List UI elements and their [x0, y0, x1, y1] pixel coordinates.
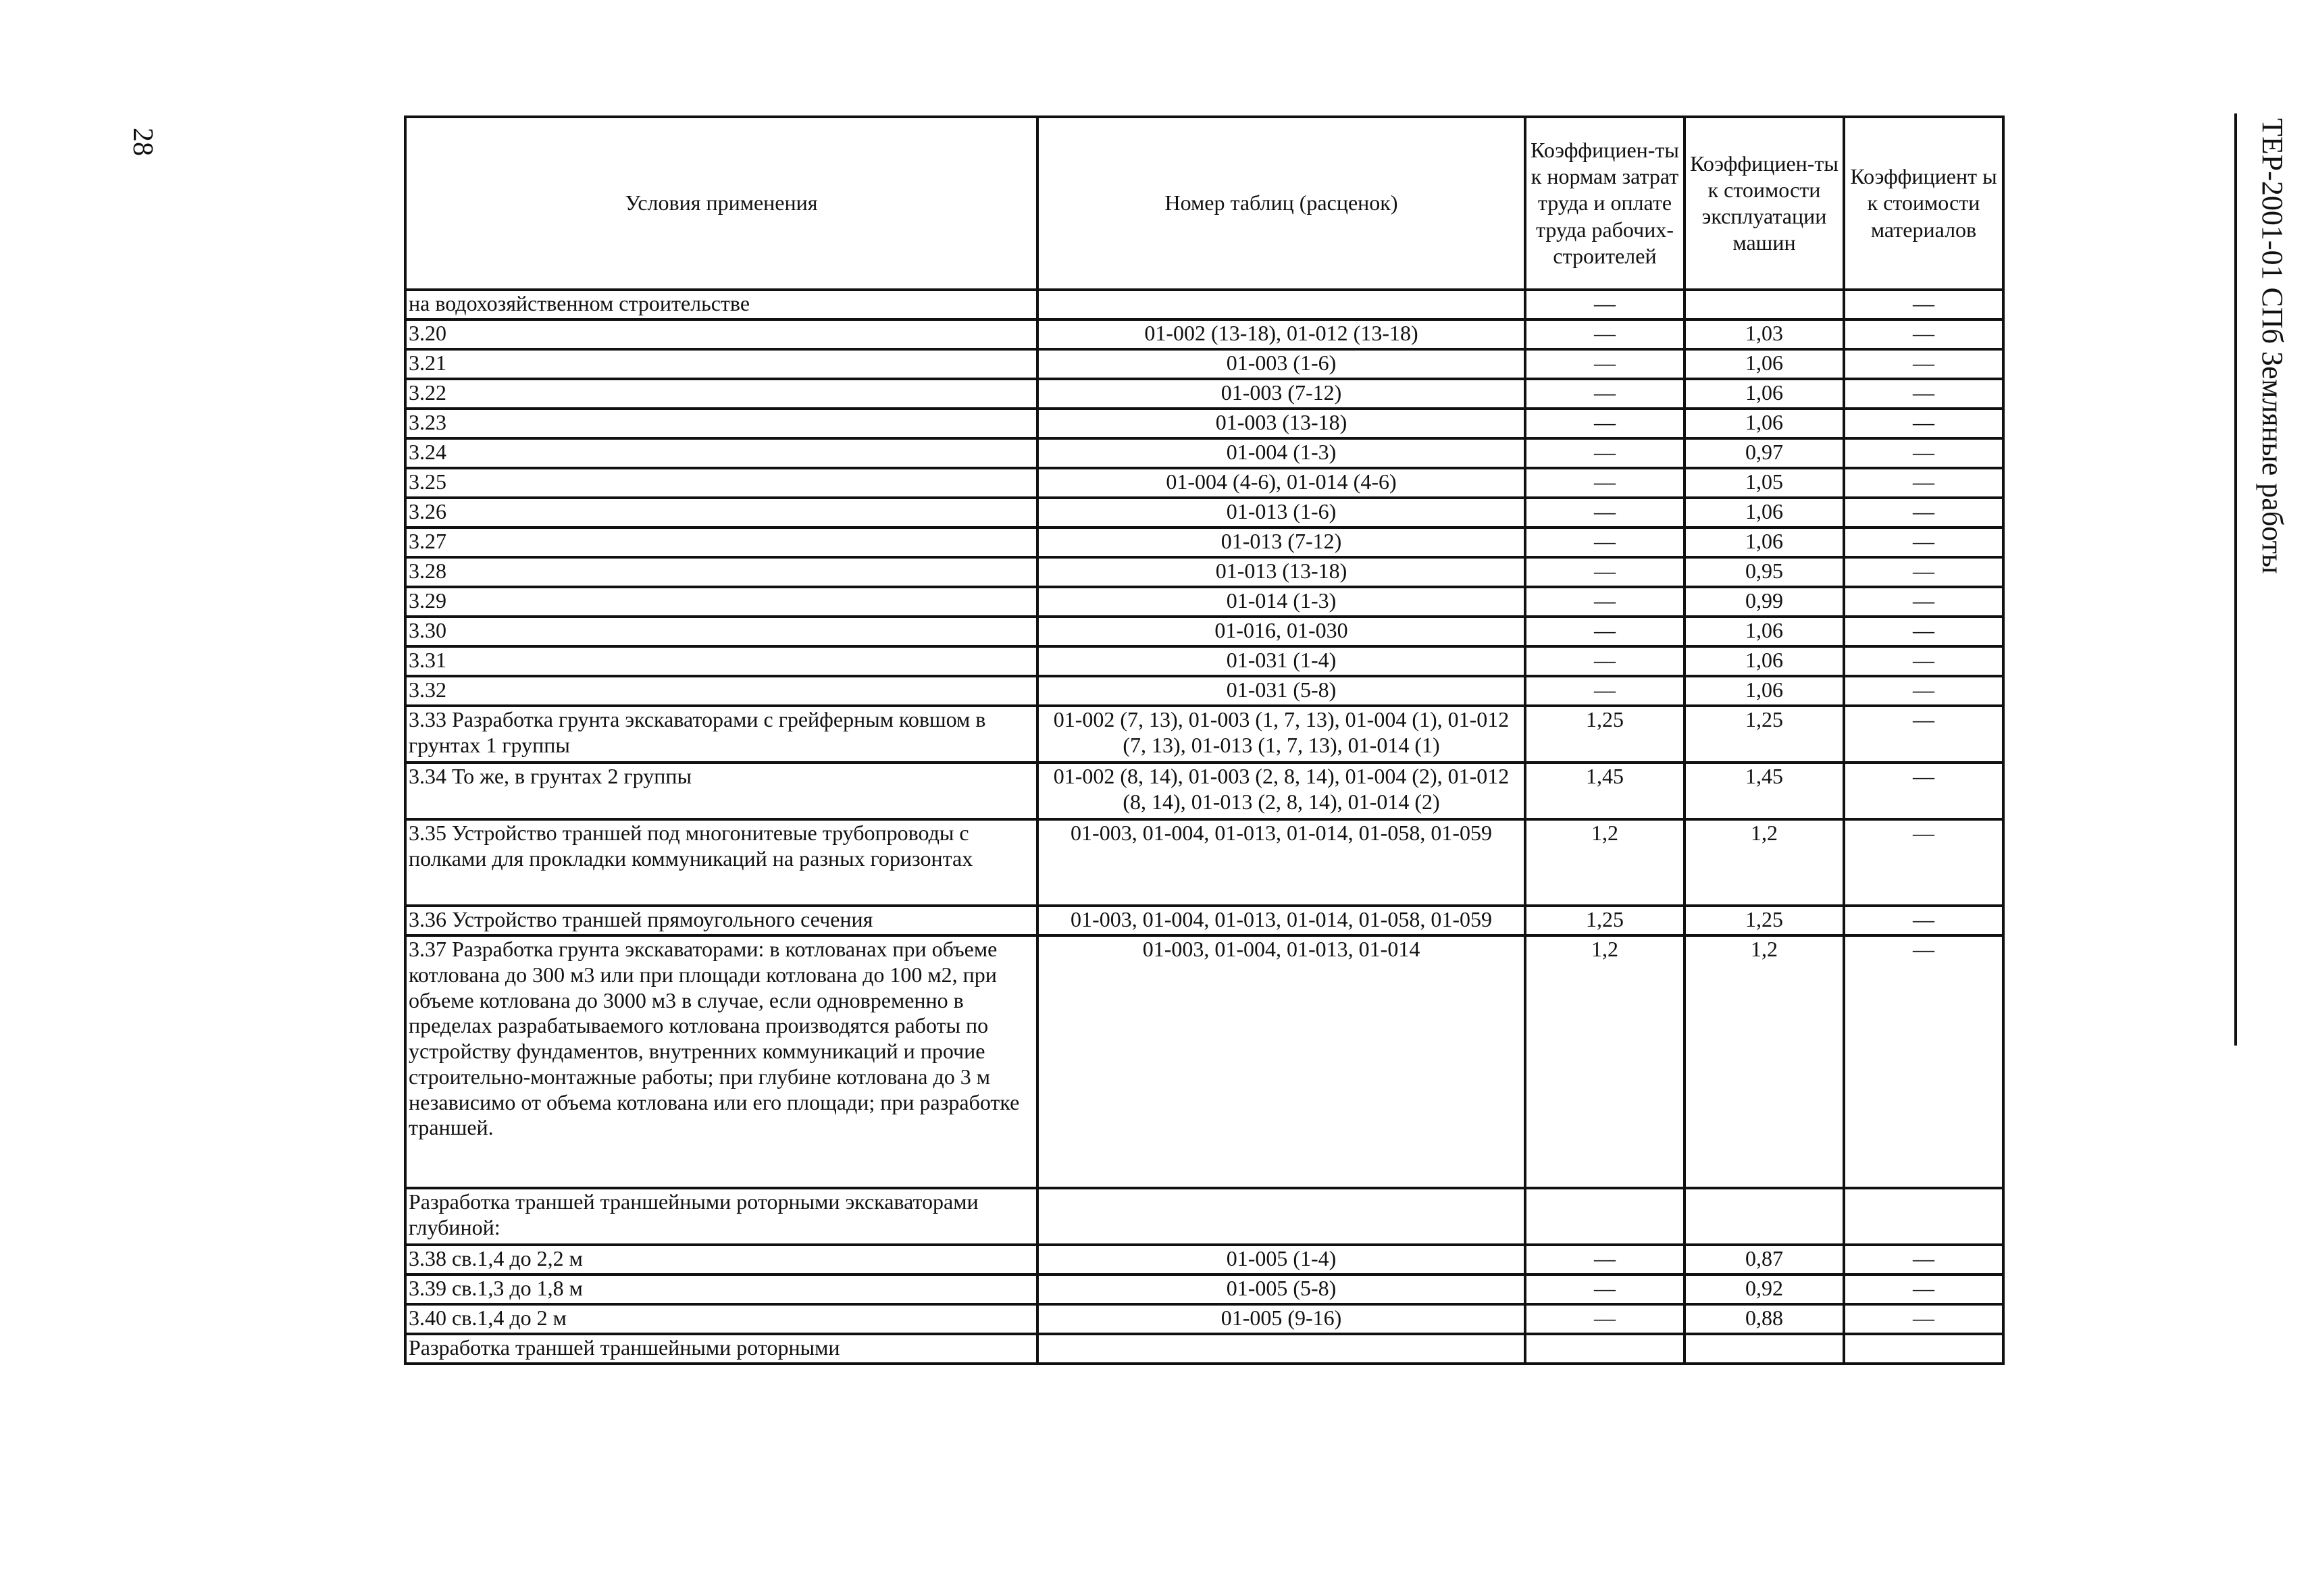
- table-row: [405, 763, 2003, 819]
- machine-coef-cell: 1,2: [1685, 819, 1844, 906]
- materials-coef-cell: —: [1844, 935, 2003, 1188]
- labor-coef-cell: 1,45: [1525, 763, 1685, 819]
- machine-coef-cell: 0,97: [1685, 438, 1844, 468]
- machine-coef-cell: 1,06: [1685, 349, 1844, 379]
- labor-coef-cell: —: [1525, 617, 1685, 646]
- machine-coef-cell: [1685, 290, 1844, 319]
- table-body: [405, 290, 2003, 1364]
- table-row: [405, 498, 2003, 527]
- materials-coef-cell: —: [1844, 319, 2003, 349]
- materials-coef-cell: —: [1844, 587, 2003, 617]
- materials-coef-cell: [1844, 1188, 2003, 1245]
- labor-coef-cell: —: [1525, 646, 1685, 676]
- condition-cell: 3.28: [405, 557, 1037, 587]
- labor-coef-cell: [1525, 1334, 1685, 1364]
- table-row: [405, 557, 2003, 587]
- table-row: [405, 319, 2003, 349]
- table-ref-cell: [1037, 1334, 1525, 1364]
- table-row: [405, 1245, 2003, 1275]
- condition-cell: 3.35 Устройство траншей под многонитевые трубопроводы с полками для прокладки коммуникаций на разных горизонтах: [405, 819, 1037, 906]
- labor-coef-cell: 1,2: [1525, 819, 1685, 906]
- machine-coef-cell: 0,99: [1685, 587, 1844, 617]
- materials-coef-cell: —: [1844, 409, 2003, 438]
- table-ref-cell: 01-003, 01-004, 01-013, 01-014: [1037, 935, 1525, 1188]
- header-labor-coefficient: Коэффициен-ты к нормам затрат труда и оплате труда рабочих-строителей: [1525, 117, 1685, 290]
- condition-cell: 3.20: [405, 319, 1037, 349]
- table-ref-cell: 01-002 (13-18), 01-012 (13-18): [1037, 319, 1525, 349]
- table-row: [405, 379, 2003, 409]
- table-ref-cell: 01-005 (9-16): [1037, 1304, 1525, 1334]
- condition-cell: 3.40 св.1,4 до 2 м: [405, 1304, 1037, 1334]
- materials-coef-cell: [1844, 1334, 2003, 1364]
- materials-coef-cell: —: [1844, 706, 2003, 763]
- header-conditions: Условия применения: [405, 117, 1037, 290]
- condition-cell: 3.30: [405, 617, 1037, 646]
- coefficients-table: [404, 115, 2005, 1365]
- table-row: [405, 527, 2003, 557]
- materials-coef-cell: —: [1844, 1304, 2003, 1334]
- condition-cell: Разработка траншей траншейными роторными экскаваторами глубиной:: [405, 1188, 1037, 1245]
- table-ref-cell: 01-003 (1-6): [1037, 349, 1525, 379]
- machine-coef-cell: [1685, 1188, 1844, 1245]
- table-row: [405, 1275, 2003, 1304]
- table-ref-cell: 01-002 (8, 14), 01-003 (2, 8, 14), 01-004 (2), 01-012 (8, 14), 01-013 (2, 8, 14), 01-014 (2): [1037, 763, 1525, 819]
- condition-cell: 3.34 То же, в грунтах 2 группы: [405, 763, 1037, 819]
- machine-coef-cell: 1,45: [1685, 763, 1844, 819]
- condition-cell: 3.38 св.1,4 до 2,2 м: [405, 1245, 1037, 1275]
- materials-coef-cell: —: [1844, 676, 2003, 706]
- materials-coef-cell: —: [1844, 1245, 2003, 1275]
- machine-coef-cell: 1,06: [1685, 617, 1844, 646]
- table-ref-cell: 01-003 (13-18): [1037, 409, 1525, 438]
- machine-coef-cell: 1,06: [1685, 409, 1844, 438]
- materials-coef-cell: —: [1844, 498, 2003, 527]
- labor-coef-cell: —: [1525, 1275, 1685, 1304]
- table-ref-cell: 01-003 (7-12): [1037, 379, 1525, 409]
- machine-coef-cell: 0,92: [1685, 1275, 1844, 1304]
- header-machine-coefficient: Коэффициен-ты к стоимости эксплуатации машин: [1685, 117, 1844, 290]
- machine-coef-cell: 1,25: [1685, 906, 1844, 935]
- materials-coef-cell: —: [1844, 379, 2003, 409]
- machine-coef-cell: 1,2: [1685, 935, 1844, 1188]
- table-row: [405, 349, 2003, 379]
- table-row: [405, 1188, 2003, 1245]
- labor-coef-cell: 1,2: [1525, 935, 1685, 1188]
- materials-coef-cell: —: [1844, 763, 2003, 819]
- machine-coef-cell: 1,06: [1685, 498, 1844, 527]
- labor-coef-cell: 1,25: [1525, 906, 1685, 935]
- machine-coef-cell: 1,06: [1685, 676, 1844, 706]
- labor-coef-cell: —: [1525, 676, 1685, 706]
- condition-cell: 3.31: [405, 646, 1037, 676]
- labor-coef-cell: —: [1525, 319, 1685, 349]
- page-number: 28: [127, 128, 158, 156]
- condition-cell: на водохозяйственном строительстве: [405, 290, 1037, 319]
- header-table-numbers: Номер таблиц (расценок): [1037, 117, 1525, 290]
- materials-coef-cell: —: [1844, 527, 2003, 557]
- table-header-row: [405, 117, 2003, 290]
- condition-cell: 3.22: [405, 379, 1037, 409]
- machine-coef-cell: 0,87: [1685, 1245, 1844, 1275]
- materials-coef-cell: —: [1844, 819, 2003, 906]
- table-ref-cell: 01-004 (4-6), 01-014 (4-6): [1037, 468, 1525, 498]
- machine-coef-cell: [1685, 1334, 1844, 1364]
- table-ref-cell: 01-014 (1-3): [1037, 587, 1525, 617]
- table-ref-cell: 01-004 (1-3): [1037, 438, 1525, 468]
- condition-cell: 3.36 Устройство траншей прямоугольного сечения: [405, 906, 1037, 935]
- labor-coef-cell: —: [1525, 1304, 1685, 1334]
- table-row: [405, 468, 2003, 498]
- table-row: [405, 935, 2003, 1188]
- table-row: [405, 438, 2003, 468]
- condition-cell: 3.27: [405, 527, 1037, 557]
- condition-cell: 3.25: [405, 468, 1037, 498]
- materials-coef-cell: —: [1844, 1275, 2003, 1304]
- condition-cell: 3.33 Разработка грунта экскаваторами с грейферным ковшом в грунтах 1 группы: [405, 706, 1037, 763]
- machine-coef-cell: 1,05: [1685, 468, 1844, 498]
- condition-cell: 3.32: [405, 676, 1037, 706]
- table-ref-cell: [1037, 290, 1525, 319]
- table-ref-cell: [1037, 1188, 1525, 1245]
- machine-coef-cell: 1,06: [1685, 379, 1844, 409]
- table-row: [405, 646, 2003, 676]
- table-ref-cell: 01-031 (1-4): [1037, 646, 1525, 676]
- table-row: [405, 676, 2003, 706]
- table-row: [405, 1334, 2003, 1364]
- labor-coef-cell: [1525, 1188, 1685, 1245]
- condition-cell: Разработка траншей траншейными роторными: [405, 1334, 1037, 1364]
- table-row: [405, 819, 2003, 906]
- condition-cell: 3.39 св.1,3 до 1,8 м: [405, 1275, 1037, 1304]
- machine-coef-cell: 1,06: [1685, 527, 1844, 557]
- table-row: [405, 906, 2003, 935]
- table-ref-cell: 01-013 (7-12): [1037, 527, 1525, 557]
- materials-coef-cell: —: [1844, 646, 2003, 676]
- table-ref-cell: 01-002 (7, 13), 01-003 (1, 7, 13), 01-004 (1), 01-012 (7, 13), 01-013 (1, 7, 13), 01-014 (1): [1037, 706, 1525, 763]
- labor-coef-cell: —: [1525, 409, 1685, 438]
- machine-coef-cell: 1,03: [1685, 319, 1844, 349]
- header-rule: [2234, 113, 2237, 1046]
- table-ref-cell: 01-005 (1-4): [1037, 1245, 1525, 1275]
- labor-coef-cell: —: [1525, 1245, 1685, 1275]
- condition-cell: 3.26: [405, 498, 1037, 527]
- machine-coef-cell: 1,25: [1685, 706, 1844, 763]
- labor-coef-cell: —: [1525, 557, 1685, 587]
- machine-coef-cell: 0,95: [1685, 557, 1844, 587]
- materials-coef-cell: —: [1844, 906, 2003, 935]
- labor-coef-cell: —: [1525, 438, 1685, 468]
- labor-coef-cell: —: [1525, 468, 1685, 498]
- labor-coef-cell: —: [1525, 290, 1685, 319]
- materials-coef-cell: —: [1844, 617, 2003, 646]
- labor-coef-cell: —: [1525, 379, 1685, 409]
- table-ref-cell: 01-013 (13-18): [1037, 557, 1525, 587]
- header-materials-coefficient: Коэффициент ы к стоимости материалов: [1844, 117, 2003, 290]
- labor-coef-cell: —: [1525, 527, 1685, 557]
- table-ref-cell: 01-003, 01-004, 01-013, 01-014, 01-058, 01-059: [1037, 906, 1525, 935]
- table-ref-cell: 01-016, 01-030: [1037, 617, 1525, 646]
- table-ref-cell: 01-005 (5-8): [1037, 1275, 1525, 1304]
- table-ref-cell: 01-031 (5-8): [1037, 676, 1525, 706]
- condition-cell: 3.24: [405, 438, 1037, 468]
- materials-coef-cell: —: [1844, 468, 2003, 498]
- running-header: ТЕР-2001-01 СПб Земляные работы: [2256, 118, 2289, 574]
- machine-coef-cell: 0,88: [1685, 1304, 1844, 1334]
- materials-coef-cell: —: [1844, 557, 2003, 587]
- table-ref-cell: 01-003, 01-004, 01-013, 01-014, 01-058, 01-059: [1037, 819, 1525, 906]
- labor-coef-cell: 1,25: [1525, 706, 1685, 763]
- table-row: [405, 706, 2003, 763]
- condition-cell: 3.37 Разработка грунта экскаваторами: в котлованах при объеме котлована до 300 м3 или при площади котлована до 100 м2, при объеме котлована до 3000 м3 в случае, если одновременно в пределах разрабатываемого котлована производятся работы по устройству фундаментов, внутренних коммуникаций и прочие строительно-монтажные работы; при глубине котлована до 3 м независимо от объема котлована или его площади; при разработке траншей.: [405, 935, 1037, 1188]
- table-row: [405, 617, 2003, 646]
- table-row: [405, 290, 2003, 319]
- labor-coef-cell: —: [1525, 587, 1685, 617]
- materials-coef-cell: —: [1844, 290, 2003, 319]
- table-row: [405, 409, 2003, 438]
- table-row: [405, 587, 2003, 617]
- condition-cell: 3.29: [405, 587, 1037, 617]
- table-ref-cell: 01-013 (1-6): [1037, 498, 1525, 527]
- materials-coef-cell: —: [1844, 349, 2003, 379]
- labor-coef-cell: —: [1525, 349, 1685, 379]
- table-row: [405, 1304, 2003, 1334]
- materials-coef-cell: —: [1844, 438, 2003, 468]
- condition-cell: 3.23: [405, 409, 1037, 438]
- machine-coef-cell: 1,06: [1685, 646, 1844, 676]
- labor-coef-cell: —: [1525, 498, 1685, 527]
- condition-cell: 3.21: [405, 349, 1037, 379]
